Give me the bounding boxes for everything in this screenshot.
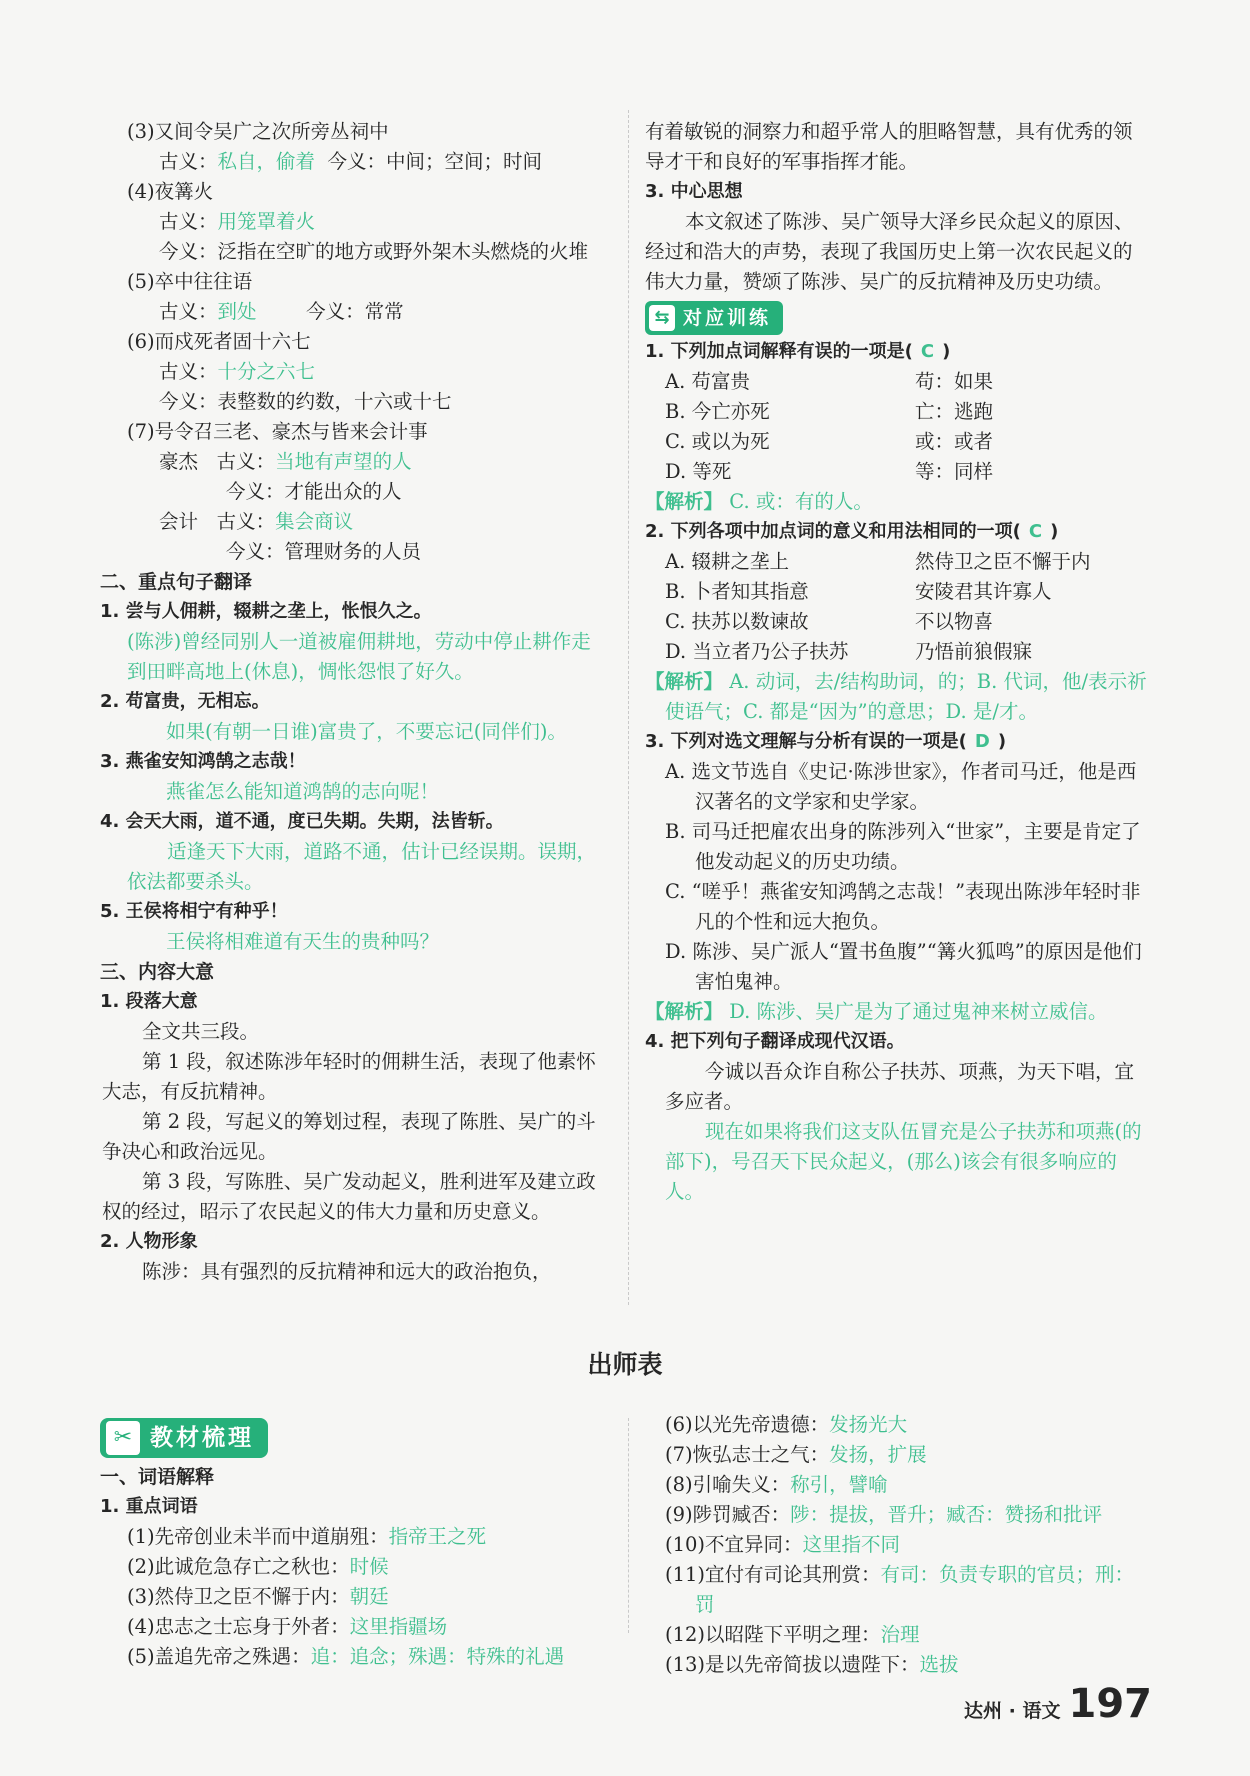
section-heading: 二、重点句子翻译 xyxy=(100,571,253,593)
word-item: (4)忠志之士忘身于外者：这里指疆场 xyxy=(127,1615,448,1638)
explanation: 【解析】 C. 或：有的人。 xyxy=(645,490,873,513)
sentence-item: 5. 王侯将相宁有种乎！ 王侯将相难道有天生的贵种吗？ xyxy=(100,901,440,953)
column-divider xyxy=(628,110,629,1305)
word-item: (9)陟罚臧否：陟：提拔，晋升；臧否：赞扬和批评 xyxy=(665,1503,1103,1526)
lesson-title: 出师表 xyxy=(587,1350,663,1379)
word-item: (3)然侍卫之臣不懈于内：朝廷 xyxy=(127,1585,389,1608)
word-item: (8)引喻失义：称引，譬喻 xyxy=(665,1473,888,1496)
explanation: 【解析】 D. 陈涉、吴广是为了通过鬼神来树立威信。 xyxy=(645,1000,1108,1023)
word-item: (5)卒中往往语 古义：到处 今义：常常 xyxy=(127,270,404,323)
section-heading: 三、内容大意 xyxy=(100,961,215,983)
word-item: (6)而戍死者固十六七 古义：十分之六七 今义：表整数的约数，十六或十七 xyxy=(127,330,452,413)
explanation: 【解析】 A. 动词，去/结构助词，的；B. 代词，他/表示祈使语气；C. 都是“因为”的意思；D. 是/才。 xyxy=(645,670,1147,723)
page-footer xyxy=(964,1681,1152,1727)
word-item: (10)不宜异同：这里指不同 xyxy=(665,1533,901,1556)
textbook-badge: ✂ 教材梳理 xyxy=(100,1418,268,1458)
footer-label: 达州 · 语文 xyxy=(964,1700,1061,1722)
question-1: 1. 下列加点词解释有误的一项是( C ) A. 苟富贵 苟：如果 B. 今亡亦死 亡：逃跑 C. 或以为死 或：或者 D. 等死 等：同样 【解析】 C. 或：有的人。 xyxy=(645,337,1150,517)
word-item: (3)又间令吴广之次所旁丛祠中 古义：私自，偷着 今义：中间；空间；时间 xyxy=(127,120,542,173)
sentence-item: 4. 会天大雨，道不通，度已失期。失期，法皆斩。 适逢天下大雨，道路不通，估计已经误期。误期，依法都要杀头。 xyxy=(100,811,597,893)
scissors-icon: ✂ xyxy=(106,1421,140,1455)
word-item-7: (7)号令召三老、豪杰与皆来会计事 豪杰 古义：当地有声望的人 今义：才能出众的人 会计 古义：集会商议 今义：管理财务的人员 xyxy=(127,420,428,563)
word-item: (6)以光先帝遗德：发扬光大 xyxy=(665,1413,908,1436)
word-item: (5)盖追先帝之殊遇：追：追念；殊遇：特殊的礼遇 xyxy=(127,1645,565,1668)
sentence-item: 3. 燕雀安知鸿鹄之志哉！ 燕雀怎么能知道鸿鹄的志向呢！ xyxy=(100,751,440,803)
word-item: (11)宜付有司论其刑赏：有司：负责专职的官员；刑：罚 xyxy=(665,1563,1135,1616)
word-item: (2)此诚危急存亡之秋也：时候 xyxy=(127,1555,389,1578)
word-item: (13)是以先帝简拔以遗陛下：选拔 xyxy=(665,1653,959,1676)
sentence-item: 1. 尝与人佣耕，辍耕之垄上，怅恨久之。 (陈涉)曾经同别人一道被雇佣耕地，劳动中停止耕作走到田畔高地上(休息)，惆怅怨恨了好久。 xyxy=(100,601,591,683)
question-2: 2. 下列各项中加点词的意义和用法相同的一项( C ) A. 辍耕之垄上 然侍卫之臣不懈于内 B. 卜者知其指意 安陵君其许寡人 C. 扶苏以数谏故 不以物喜 D. 当立者乃公子扶苏 乃悟前狼假寐 【解析】 A. 动词，去/结构助词，的；B. 代词，他/表示祈使语气；C. 都是“因为”的意思；D. 是/才。 xyxy=(645,517,1150,727)
left-column-bottom: ✂ 教材梳理 一、词语解释 1. 重点词语 (1)先帝创业未半而中道崩殂：指帝王之死 (2)此诚危急存亡之秋也：时候 (3)然侍卫之臣不懈于内：朝廷 (4)忠志之士忘身于外者：这里指疆场 (5)盖追先帝之殊遇：追：追念；殊遇：特殊的礼遇 xyxy=(100,1418,610,1672)
word-item: (12)以昭陛下平明之理：治理 xyxy=(665,1623,920,1646)
question-3: 3. 下列对选文理解与分析有误的一项是( D ) A. 选文节选自《史记·陈涉世家》，作者司马迁，他是西汉著名的文学家和史学家。 B. 司马迁把雇农出身的陈涉列入“世家”，主要是肯定了他发动起义的历史功绩。 C. “嗟乎！燕雀安知鸿鹄之志哉！”表现出陈涉年轻时非凡的个性和远大抱负。 D. 陈涉、吴广派人“置书鱼腹”“篝火狐鸣”的原因是他们害怕鬼神。 【解析】 D. 陈涉、吴广是为了通过鬼神来树立威信。 xyxy=(645,727,1150,1027)
word-item: (4)夜篝火 古义：用笼罩着火 今义：泛指在空旷的地方或野外架木头燃烧的火堆 xyxy=(127,180,589,263)
sentence-item: 2. 苟富贵，无相忘。 如果(有朝一日谁)富贵了，不要忘记(同伴们)。 xyxy=(100,691,567,743)
word-item: (7)恢弘志士之气：发扬，扩展 xyxy=(665,1443,927,1466)
left-column-top: (3)又间令吴广之次所旁丛祠中 古义：私自，偷着 今义：中间；空间；时间 (4)夜篝火 古义：用笼罩着火 今义：泛指在空旷的地方或野外架木头燃烧的火堆 (5)卒中往往语 古义：到处 今义：常常 (6)而戍死者固十六七 古义：十分之六七 今义：表整数的约数，十六或十七 (7)号令召三老、豪杰与皆来会计事 豪杰 古义：当地有声望的人 今义：才能出众的人 会计 古义：集会商议 今义：管理财务的人员 二、重点句子翻译 1. 尝与人佣耕，辍耕之垄上，怅恨久之。 (陈涉)曾经同别人一道被雇佣耕地，劳动中停止耕作走到田畔高地上(休息)，惆怅怨恨了好久。 2. 苟富贵，无相忘。 如果(有朝一日谁)富贵了，不要忘记(同伴们)。 3. 燕雀安知鸿鹄之志哉！ 燕雀怎么能知道鸿鹄的志向呢！ 4. 会天大雨，道不通，度已失期。失期，法皆斩。 适逢天下大雨，道路不通，估计已经误期。误期，依法都要杀头。 5. 王侯将相宁有种乎！ 王侯将相难道有天生的贵种吗？ 三、内容大意 1. 段落大意 全文共三段。 第 1 段，叙述陈涉年轻时的佣耕生活，表现了他素怀大志，有反抗精神。 第 2 段，写起义的筹划过程，表现了陈胜、吴广的斗争决心和政治远见。 第 3 段，写陈胜、吴广发动起义，胜利进军及建立政权的经过，昭示了农民起义的伟大力量和历史意义。 2. 人物形象 陈涉：具有强烈的反抗精神和远大的政治抱负， xyxy=(100,117,610,1287)
question-4: 4. 把下列句子翻译成现代汉语。 今诚以吾众诈自称公子扶苏、项燕，为天下唱，宜多应者。 现在如果将我们这支队伍冒充是公子扶苏和项燕(的部下)，号召天下民众起义，(那么)该会有很多响应的人。 xyxy=(645,1031,1142,1203)
right-column-top: 有着敏锐的洞察力和超乎常人的胆略智慧，具有优秀的领导才干和良好的军事指挥才能。 3. 中心思想 本文叙述了陈涉、吴广领导大泽乡民众起义的原因、经过和浩大的声势，表现了我国历史上第一次农民起义的伟大力量，赞颂了陈涉、吴广的反抗精神及历史功绩。 ⇆ 对应训练 1. 下列加点词解释有误的一项是( C ) A. 苟富贵 苟：如果 B. 今亡亦死 亡：逃跑 C. 或以为死 或：或者 D. 等死 等：同样 【解析】 C. 或：有的人。 2. 下列各项中加点词的意义和用法相同的一项( C ) A. 辍耕之垄上 然侍卫之臣不懈于内 B. 卜者知其指意 安陵君其许寡人 C. 扶苏以数谏故 不以物喜 D. 当立者乃公子扶苏 乃悟前狼假寐 【解析】 A. 动词，去/结构助词，的；B. 代词，他/表示祈使语气；C. 都是“因为”的意思；D. 是/才。 3. 下列对选文理解与分析有误的一项是( D ) A. 选文节选自《史记·陈涉世家》，作者司马迁，他是西汉著名的文学家和史学家。 B. 司马迁把雇农出身的陈涉列入“世家”，主要是肯定了他发动起义的历史功绩。 C. “嗟乎！燕雀安知鸿鹄之志哉！”表现出陈涉年轻时非凡的个性和远大抱负。 D. 陈涉、吴广派人“置书鱼腹”“篝火狐鸣”的原因是他们害怕鬼神。 【解析】 D. 陈涉、吴广是为了通过鬼神来树立威信。 4. 把下列句子翻译成现代汉语。 今诚以吾众诈自称公子扶苏、项燕，为天下唱，宜多应者。 现在如果将我们这支队伍冒充是公子扶苏和项燕(的部下)，号召天下民众起义，(那么)该会有很多响应的人。 xyxy=(645,117,1150,1207)
page-number: 197 xyxy=(1068,1681,1152,1727)
word-item: (1)先帝创业未半而中道崩殂：指帝王之死 xyxy=(127,1525,487,1548)
column-divider xyxy=(628,1418,629,1633)
exchange-icon: ⇆ xyxy=(649,305,675,331)
practice-badge: ⇆ 对应训练 xyxy=(645,301,783,335)
right-column-bottom xyxy=(645,1410,1150,1680)
